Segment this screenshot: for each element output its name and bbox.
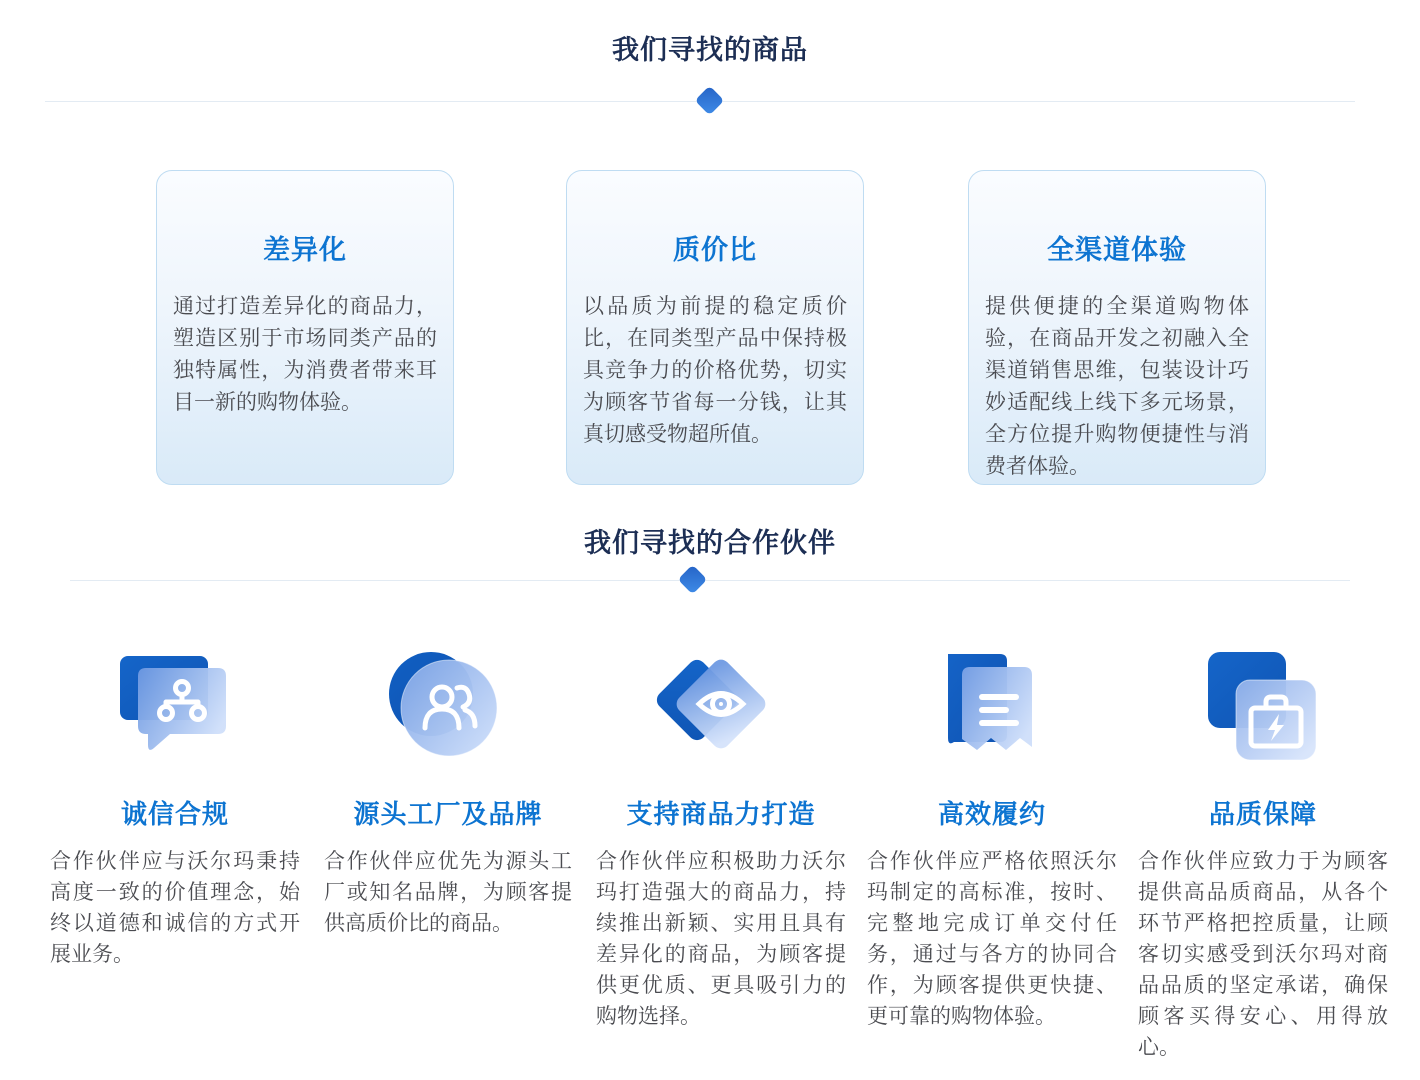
product-card-value [566,170,864,485]
partner-title-source-factory: 源头工厂及品牌 [353,799,543,829]
partner-body-product-power: 合作伙伴应积极助力沃尔玛打造强大的商品力，持续推出新颖、实用且具有差异化的商品，为顾客提供更优质、更具吸引力的购物选择。 [596,850,846,1028]
card-body: 提供便捷的全渠道购物体验，在商品开发之初融入全渠道销售思维，包装设计巧妙适配线上线下多元场景，全方位提升购物便捷性与消费者体验。 [985,295,1249,478]
chat-bubbles-network-icon [112,650,232,762]
partner-title-integrity: 诚信合规 [120,799,229,829]
receipt-icon [928,646,1048,764]
diamond-icon [678,565,708,595]
divider-line [70,580,1350,581]
partners-section-title: 我们寻找的合作伙伴 [584,528,836,558]
card-body: 通过打造差异化的商品力，塑造区别于市场同类产品的独特属性，为消费者带来耳目一新的购物体验。 [173,295,437,414]
product-card-differentiation [156,170,454,485]
card-title: 全渠道体验 [1047,235,1187,265]
card-body: 以品质为前提的稳定质价比，在同类型产品中保持极具竞争力的价格优势，切实为顾客节省每一分钱，让其真切感受物超所值。 [583,295,847,446]
partner-title-product-power: 支持商品力打造 [626,799,816,829]
people-circles-icon [385,646,505,762]
products-divider [0,90,1420,112]
partner-body-fulfillment: 合作伙伴应严格依照沃尔玛制定的高标准，按时、完整地完成订单交付任务，通过与各方的协同合作，为顾客提供更快捷、更可靠的购物体验。 [867,850,1117,1028]
toolbox-lightning-icon [1196,648,1320,764]
product-card-omnichannel [968,170,1266,485]
products-section-title: 我们寻找的商品 [612,35,808,65]
diamond-icon [695,86,725,116]
eye-diamond-icon [647,648,777,762]
partners-divider [0,569,1420,591]
partner-title-quality: 品质保障 [1208,799,1317,829]
partner-body-source-factory: 合作伙伴应优先为源头工厂或知名品牌，为顾客提供高质价比的商品。 [324,850,572,935]
partner-body-quality: 合作伙伴应致力于为顾客提供高品质商品，从各个环节严格把控质量，让顾客切实感受到沃尔玛对商品品质的坚定承诺，确保顾客买得安心、用得放心。 [1138,850,1388,1059]
card-title: 差异化 [263,235,347,265]
partner-title-fulfillment: 高效履约 [937,799,1046,829]
partner-body-integrity: 合作伙伴应与沃尔玛秉持高度一致的价值理念，始终以道德和诚信的方式开展业务。 [50,850,300,966]
card-title: 质价比 [673,235,757,265]
